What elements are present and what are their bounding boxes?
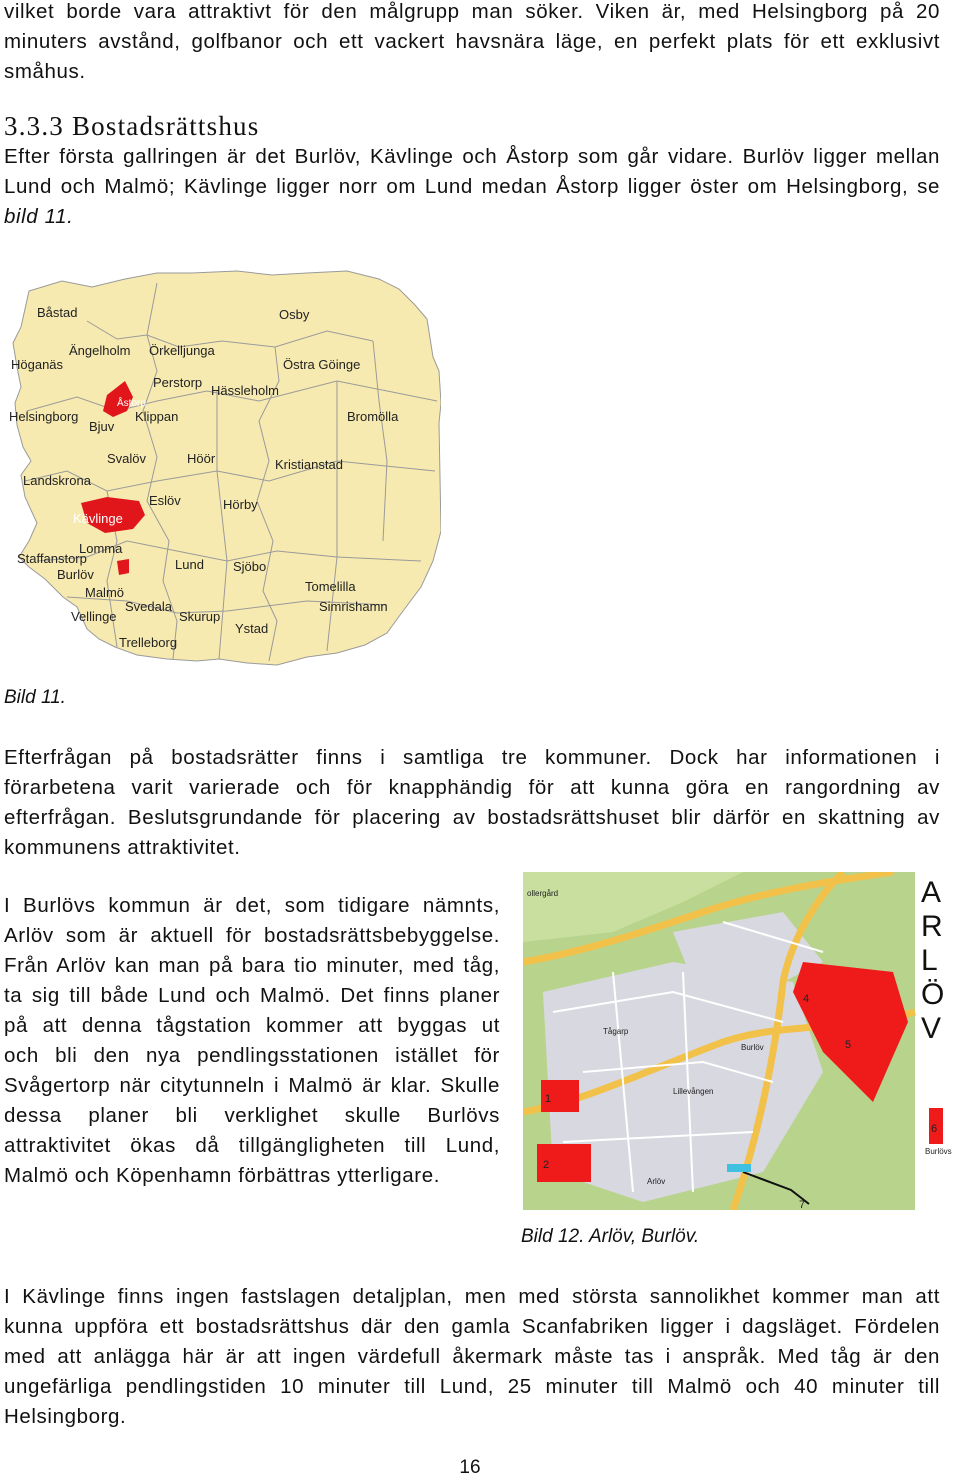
section-line: Efter första gallringen är det Burlöv, Kävlinge och Åstorp som går vidare. Burlöv ligger mellan: [4, 145, 940, 168]
para3-line: Svågertorp när citytunneln i Malmö är klar. Skulle: [4, 1074, 500, 1097]
label-kavlinge: Kävlinge: [73, 511, 123, 526]
label-trelleborg: Trelleborg: [119, 635, 178, 650]
area-number-4: 4: [803, 993, 810, 1005]
figure-caption: Bild 11.: [4, 687, 66, 708]
label-staffanstorp: Staffanstorp: [17, 551, 87, 566]
para2-line: förarbetena varit varierade och för knapphändig för att kunna göra en rangordning av: [4, 776, 940, 799]
label-vellinge: Vellinge: [71, 609, 117, 624]
label-lillevangen: Lillevången: [673, 1087, 714, 1096]
para3-line: Malmö och Köpenhamn förbättras ytterligare.: [4, 1164, 440, 1187]
para3-line: på att denna tågstation kommer att byggas ut: [4, 1014, 500, 1037]
label-hoor: Höör: [187, 451, 216, 466]
para2-line: Efterfrågan på bostadsrätter finns i samtliga tre kommuner. Dock har informationen i: [4, 746, 940, 769]
label-simrishamn: Simrishamn: [319, 599, 388, 614]
label-arlov: Arlöv: [647, 1177, 666, 1186]
side-letter: Ö: [921, 978, 945, 1011]
label-bromolla: Bromölla: [347, 409, 399, 424]
label-eslov: Eslöv: [149, 493, 181, 508]
section-heading: 3.3.3 Bostadsrättshus: [4, 111, 260, 141]
label-lomma: Lomma: [79, 541, 123, 556]
intro-line: vilket borde vara attraktivt för den målgrupp man söker. Viken är, med Helsingborg på 20: [4, 0, 940, 23]
label-bastad: Båstad: [37, 305, 78, 320]
side-letter: R: [921, 910, 943, 943]
label-horby: Hörby: [223, 497, 258, 512]
label-perstorp: Perstorp: [153, 375, 203, 390]
intro-line: minuters avstånd, golfbanor och ett vackert havsnära läge, en perfekt plats för ett exklusivt: [4, 30, 940, 53]
label-lund: Lund: [175, 557, 204, 572]
para3-line: Från Arlöv kan man på bara tio minuter, med tåg,: [4, 954, 500, 977]
label-burlov: Burlöv: [741, 1043, 764, 1052]
side-letter: L: [921, 944, 938, 977]
figure-caption: Bild 12. Arlöv, Burlöv.: [521, 1226, 700, 1247]
para2-line: efterfrågan. Beslutsgrundande för placering av bostadsrättshuset blir därför en skattning av: [4, 806, 940, 829]
skane-map-figure: [7, 261, 441, 683]
section-line: Lund och Malmö; Kävlinge ligger norr om Lund medan Åstorp ligger öster om Helsingborg, se: [4, 175, 940, 198]
intro-line: småhus.: [4, 60, 86, 83]
label-burlov: Burlöv: [57, 567, 94, 582]
para4-line: Helsingborg.: [4, 1405, 127, 1428]
burlov-highlight: [117, 559, 129, 575]
label-tagarp: Tågarp: [603, 1027, 629, 1036]
area-number-6: 6: [931, 1123, 938, 1135]
label-kristianstad: Kristianstad: [275, 457, 343, 472]
skane-map: [7, 261, 441, 683]
area-number-5: 5: [845, 1039, 852, 1051]
side-letter: A: [921, 876, 942, 909]
label-oilergard: ollergård: [527, 889, 559, 898]
label-astorp: Åstorp: [117, 398, 146, 409]
label-skurup: Skurup: [179, 609, 221, 624]
page-number: 16: [459, 1457, 481, 1478]
para3-line: attraktivitet ökas då tillgängligheten till Lund,: [4, 1134, 500, 1157]
label-ystad: Ystad: [235, 621, 269, 636]
label-osby: Osby: [279, 307, 310, 322]
arlov-map: [523, 872, 957, 1210]
label-hoganas: Höganäs: [11, 357, 64, 372]
label-hassleholm: Hässleholm: [211, 383, 279, 398]
label-svedala: Svedala: [125, 599, 172, 614]
para4-line: kunna uppföra ett bostadsrättshus där den gamla Scanfabriken ligger i dagsläget. Fördelen: [4, 1315, 940, 1338]
label-tomelilla: Tomelilla: [305, 579, 356, 594]
para2-line: kommunens attraktivitet.: [4, 836, 241, 859]
para4-line: med att anlägga här är att ingen värdefull åkermark måste tas i anspråk. Med tåg är den: [4, 1345, 940, 1368]
arlov-map-figure: [523, 872, 957, 1210]
label-ostra-goinge: Östra Göinge: [283, 357, 361, 372]
label-orkelljunga: Örkelljunga: [149, 343, 215, 358]
para4-line: I Kävlinge finns ingen fastslagen detaljplan, men med största sannolikhet kommer man att: [4, 1285, 940, 1308]
label-sjobo: Sjöbo: [233, 559, 267, 574]
label-klippan: Klippan: [135, 409, 179, 424]
area-number-7: 7: [799, 1199, 806, 1210]
para3-line: Arlöv som är aktuell för bostadsrättsbebyggelse.: [4, 924, 500, 947]
para3-line: ta sig till både Lund och Malmö. Det finns planer: [4, 984, 500, 1007]
para4-line: ungefärliga pendlingstiden 10 minuter till Lund, 25 minuter till Malmö och 40 minuter till: [4, 1375, 940, 1398]
para3-line: I Burlövs kommun är det, som tidigare nämnts,: [4, 894, 500, 917]
label-landskrona: Landskrona: [23, 473, 91, 488]
label-angelholm: Ängelholm: [69, 343, 131, 358]
side-letter: V: [921, 1012, 942, 1045]
area-number-2: 2: [543, 1159, 550, 1171]
label-burlovs: Burlövs: [925, 1147, 952, 1156]
label-helsingborg: Helsingborg: [9, 409, 79, 424]
station-marker: [727, 1164, 751, 1172]
para3-line: dessa planer bli verklighet skulle Burlövs: [4, 1104, 500, 1127]
para3-line: och bli den nya pendlingsstationen istället för: [4, 1044, 500, 1067]
area-number-1: 1: [545, 1093, 552, 1105]
label-svalov: Svalöv: [107, 451, 147, 466]
section-line: bild 11.: [4, 205, 74, 228]
label-malmo: Malmö: [85, 585, 125, 600]
label-bjuv: Bjuv: [89, 419, 115, 434]
